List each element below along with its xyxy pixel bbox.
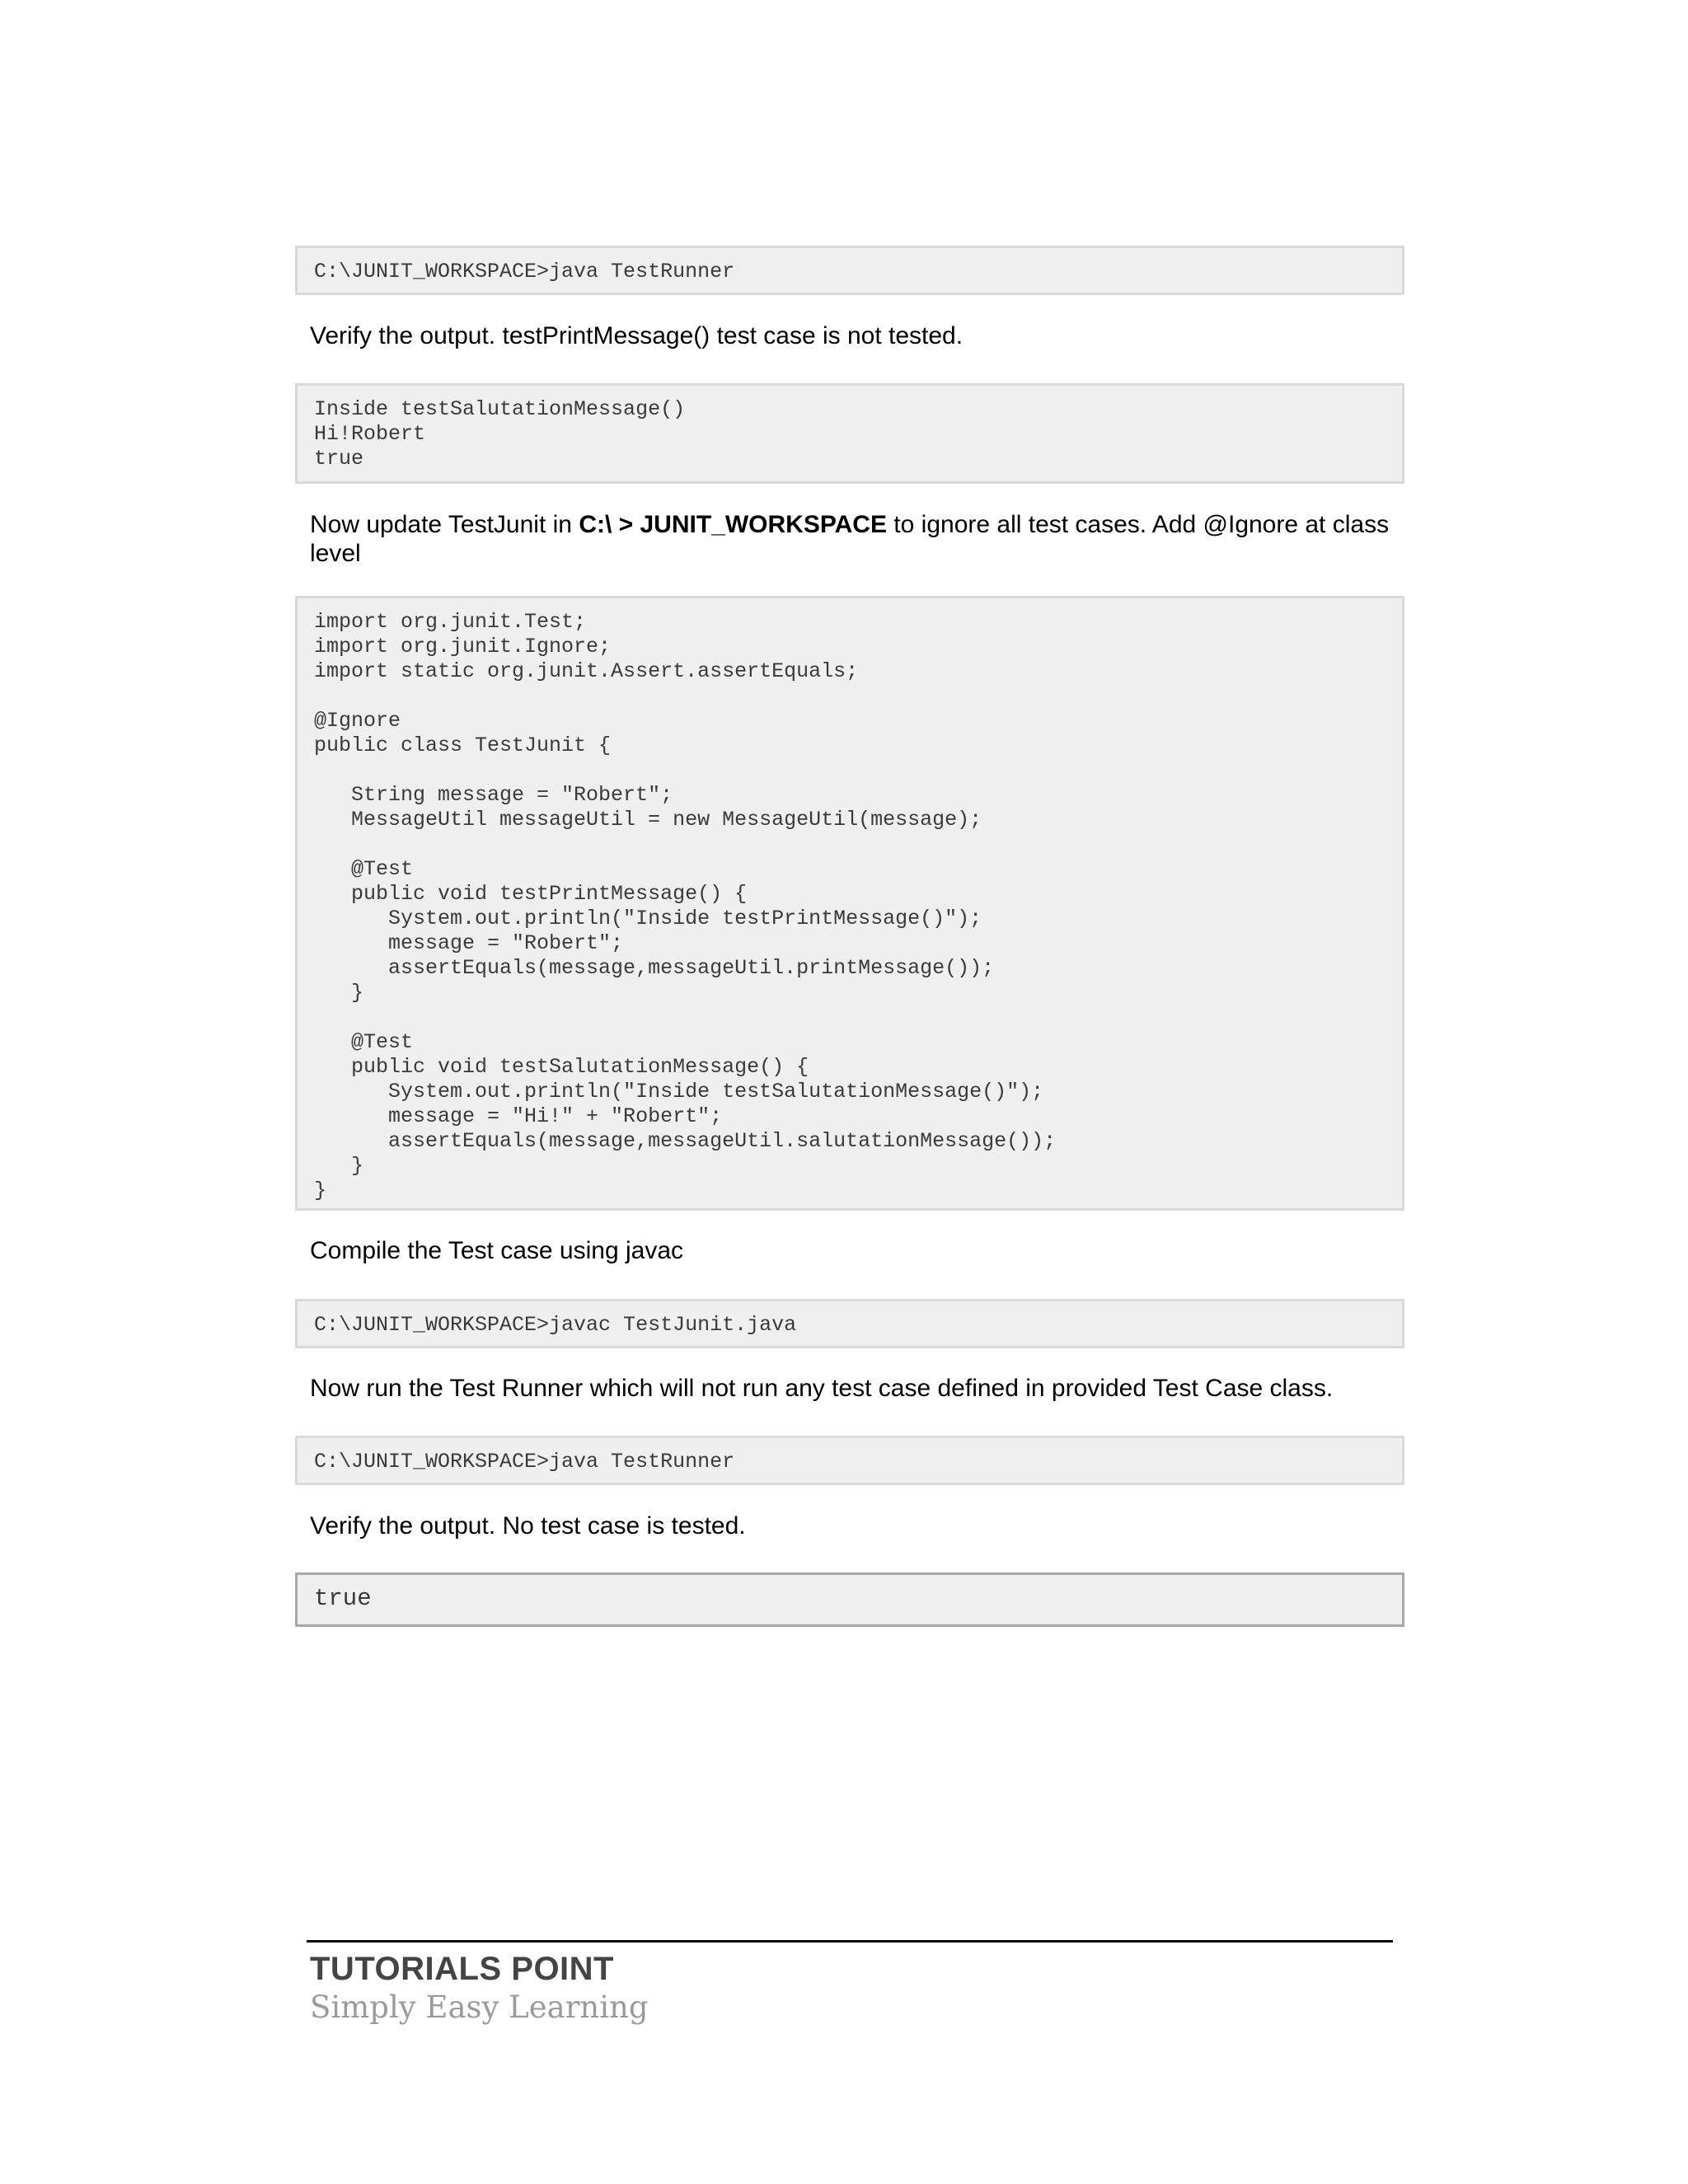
- output-true-block: true: [295, 1572, 1404, 1627]
- command-run-testrunner-2: C:\JUNIT_WORKSPACE>java TestRunner: [295, 1436, 1404, 1485]
- command-javac: C:\JUNIT_WORKSPACE>javac TestJunit.java: [295, 1299, 1404, 1348]
- paragraph-compile: Compile the Test case using javac: [310, 1237, 684, 1264]
- paragraph-verify-output: Verify the output. testPrintMessage() test case is not tested.: [310, 322, 964, 349]
- paragraph-update-testjunit: [310, 510, 1406, 568]
- output-block: Inside testSalutationMessage() Hi!Robert true: [295, 383, 1404, 484]
- footer-brand: TUTORIALS POINT: [310, 1951, 614, 1987]
- update-text-after: to ignore all test cases. Add @Ignore at class level: [310, 511, 1390, 567]
- footer-divider: [307, 1940, 1393, 1943]
- footer-tagline: Simply Easy Learning: [310, 1990, 649, 2025]
- command-run-testrunner: C:\JUNIT_WORKSPACE>java TestRunner: [295, 246, 1404, 295]
- update-path-bold: C:\ > JUNIT_WORKSPACE: [579, 511, 887, 538]
- code-block-testjunit: import org.junit.Test; import org.junit.Ignore; import static org.junit.Assert.assertEquals; @Ignore public class TestJunit { String message = "Robert"; MessageUtil messageUtil = new MessageUtil(message); @Test public void testPrintMessage() { System.out.println("Inside testPrintMessage()"); message = "Robert"; assertEquals(message,messageUtil.printMessage()); } @Test public void testSalutationMessage() { System.out.println("Inside testSalutationMessage()"); message = "Hi!" + "Robert"; assertEquals(message,messageUtil.salutationMessage()); } }: [295, 596, 1404, 1211]
- paragraph-run-testrunner: Now run the Test Runner which will not run any test case defined in provided Test Case class.: [310, 1375, 1334, 1402]
- update-text-before: Now update TestJunit in: [310, 511, 579, 538]
- paragraph-verify-no-test: Verify the output. No test case is tested.: [310, 1512, 746, 1540]
